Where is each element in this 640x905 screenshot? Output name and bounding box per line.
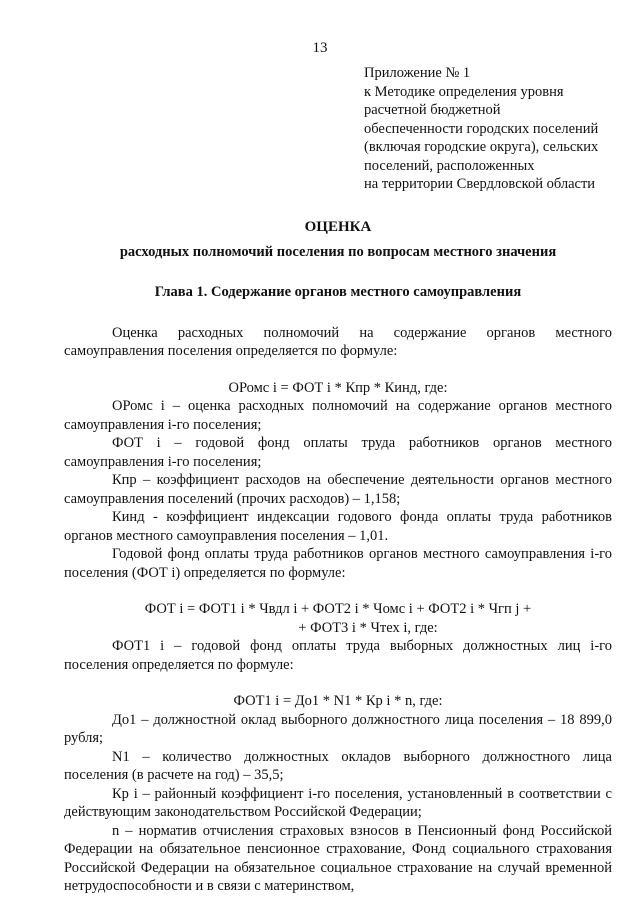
annex-line: Приложение № 1 (364, 65, 471, 81)
paragraph: До1 – должностной оклад выборного должностного лица поселения – 18 899,0 рубля; (64, 711, 612, 746)
formula-fot-line1: ФОТ i = ФОТ1 i * Чвдл i + ФОТ2 i * Чомс i + ФОТ2 i * Чгп j + (144, 601, 532, 617)
paragraph: Кпр – коэффициент расходов на обеспечение деятельности органов местного самоуправления поселений (прочих расходов) – 1,158; (64, 472, 612, 507)
paragraph: Оценка расходных полномочий на содержание органов местного самоуправления поселения определяется по формуле: (64, 324, 612, 359)
formula-fot-line2: + ФОТ3 i * Чтех i, где: (298, 619, 438, 636)
chapter-heading: Глава 1. Содержание органов местного самоуправления (154, 284, 522, 300)
document-title: ОЦЕНКА (304, 219, 372, 235)
annex-line: расчетной бюджетной (364, 102, 501, 118)
page-number: 13 (312, 40, 328, 56)
document-body (64, 218, 612, 896)
annex-line: поселений, расположенных (364, 157, 535, 174)
paragraph: Кр i – районный коэффициент i-го поселения, установленный в соответствии с действующим законодательством Российской Федерации; (64, 785, 612, 820)
annex-line: обеспеченности городских поселений (364, 120, 599, 137)
formula-fot1: ФОТ1 i = До1 * N1 * Кр i * n, где: (233, 693, 443, 709)
annex-line: на территории Свердловской области (364, 176, 596, 192)
formula-oromc: ОРомс i = ФОТ i * Кпр * Кинд, где: (228, 379, 448, 396)
annex-line: (включая городские округа), сельских (364, 139, 599, 155)
paragraph: ФОТ i – годовой фонд оплаты труда работников органов местного самоуправления i-го поселения; (64, 435, 612, 470)
paragraph: n – норматив отчисления страховых взносов в Пенсионный фонд Российской Федерации на обязательное пенсионное страхование, Фонд социального страхования Российской Федерации на обязательное социальное страхование на случай временной нетрудоспособности и в связи с материнством, (64, 822, 612, 894)
paragraph: ФОТ1 i – годовой фонд оплаты труда выборных должностных лиц i-го поселения определяется по формуле: (64, 638, 612, 673)
paragraph: Годовой фонд оплаты труда работников органов местного самоуправления i-го поселения (ФОТ i) определяется по формуле: (64, 546, 612, 581)
paragraph: Кинд - коэффициент индексации годового фонда оплаты труда работников органов местного самоуправления поселения – 1,01. (64, 509, 612, 544)
paragraph: ОРомс i – оценка расходных полномочий на содержание органов местного самоуправления i-го поселения; (64, 398, 612, 433)
document-subtitle: расходных полномочий поселения по вопросам местного значения (119, 243, 557, 260)
annex-block (364, 64, 624, 194)
annex-line: к Методике определения уровня (364, 83, 564, 100)
formula-fot (64, 600, 612, 637)
paragraph: N1 – количество должностных окладов выборного должностного лица поселения (в расчете на год) – 35,5; (64, 748, 612, 783)
